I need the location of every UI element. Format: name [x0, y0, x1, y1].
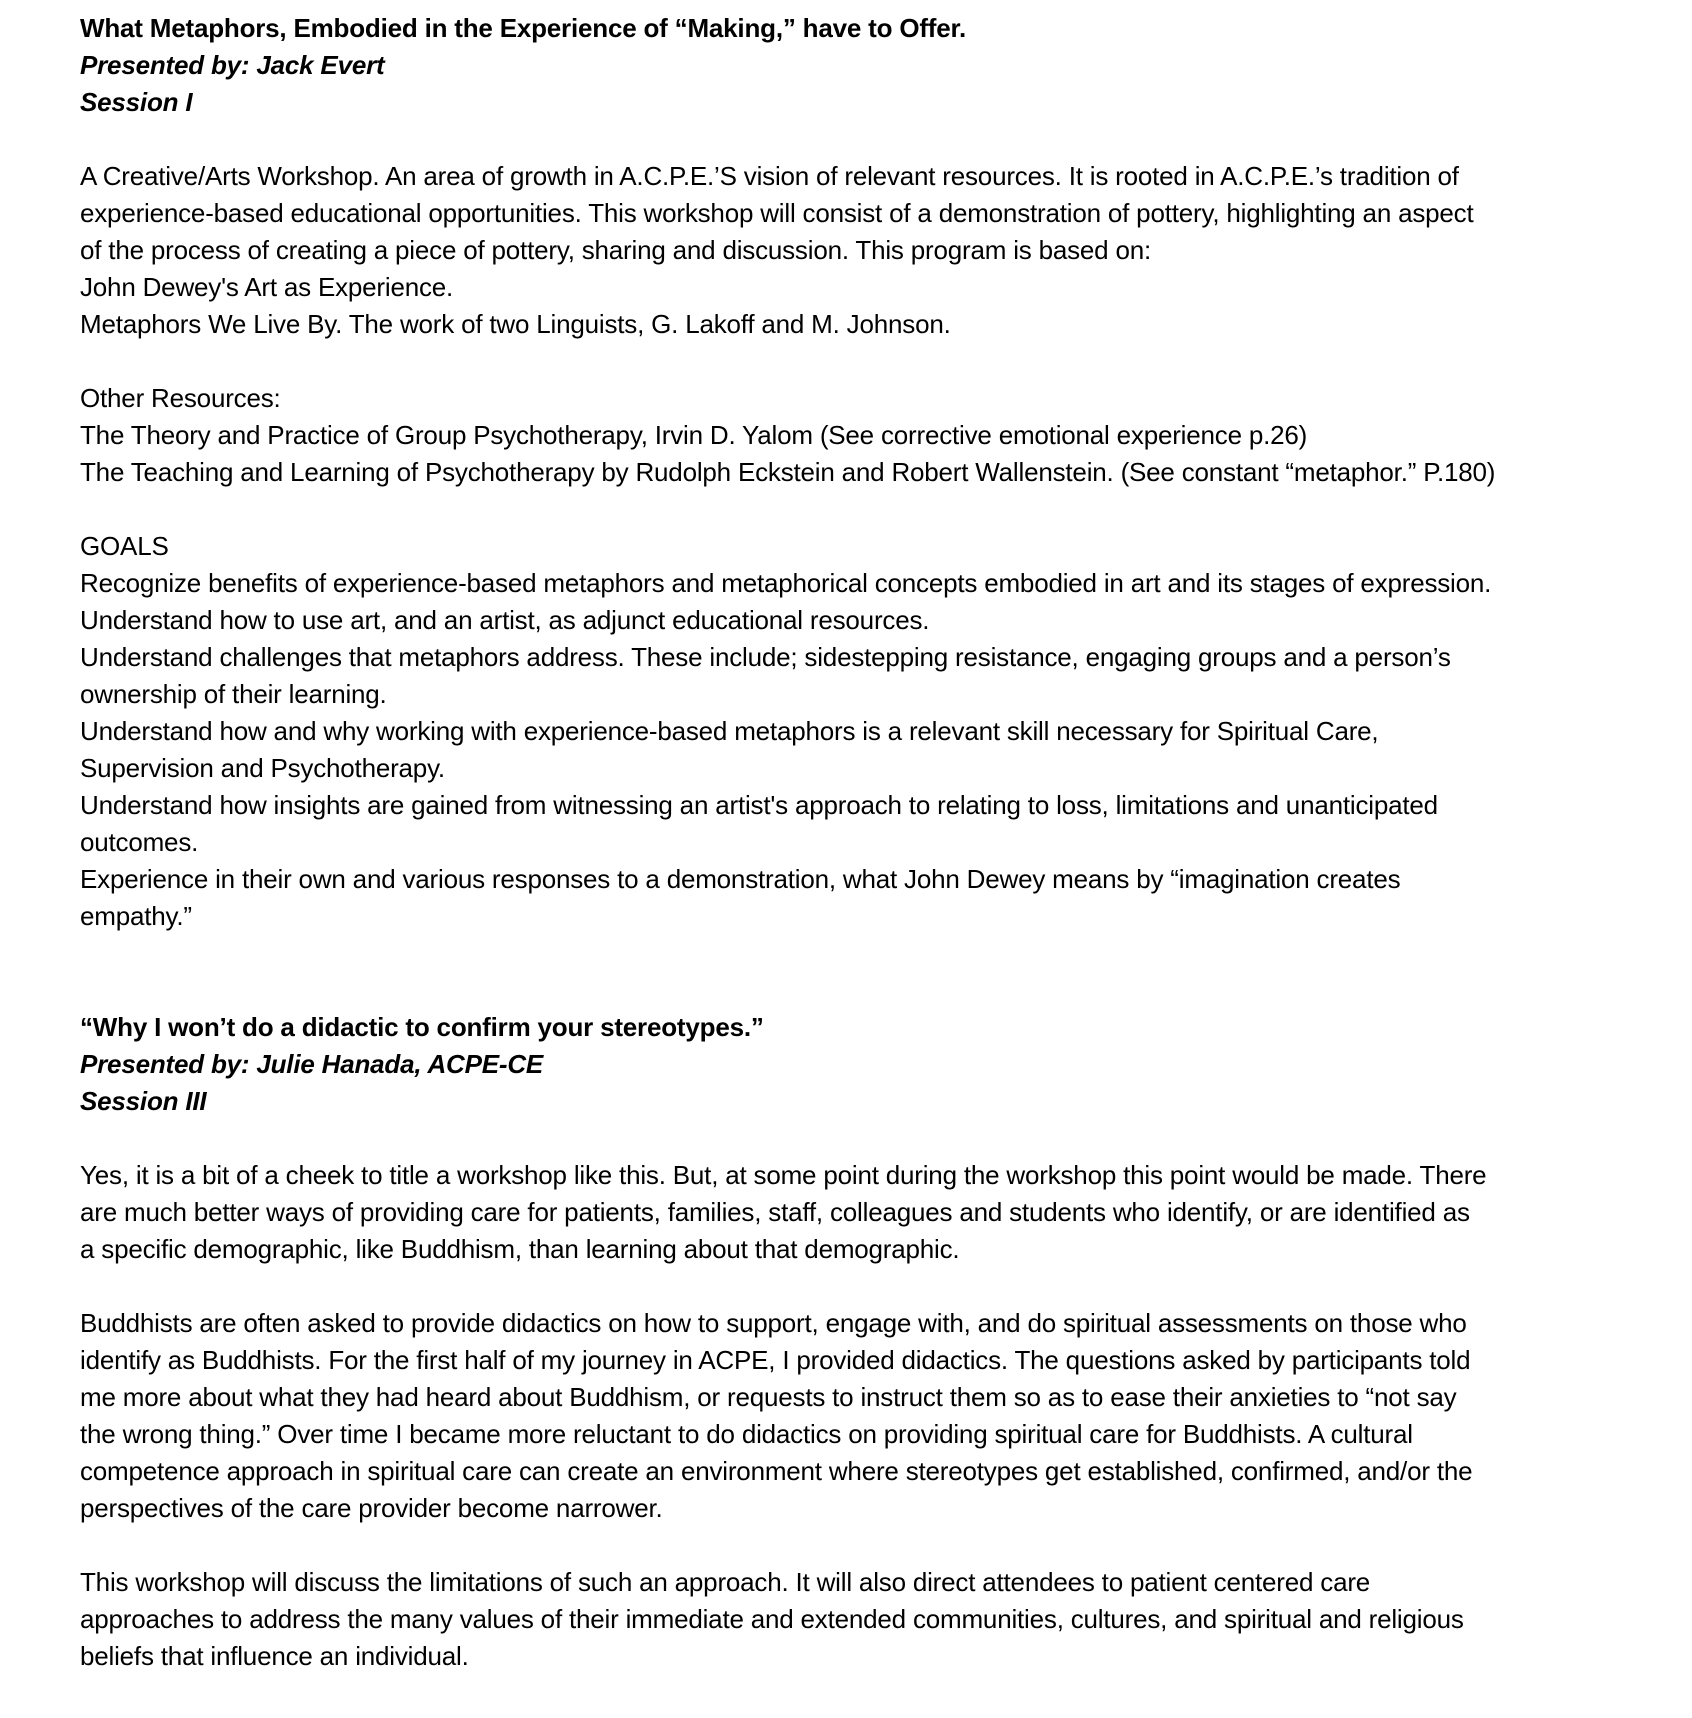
- paragraph-line: are much better ways of providing care for patients, families, staff, colleagues and students who identify, or are identified as: [80, 1197, 1470, 1227]
- resource-item: The Theory and Practice of Group Psychotherapy, Irvin D. Yalom (See corrective emotional experience p.26): [80, 420, 1308, 450]
- presenter-line: Presented by: Jack Evert: [80, 50, 385, 80]
- paragraph-line: perspectives of the care provider become narrower.: [80, 1493, 663, 1523]
- spacer: [80, 343, 1640, 380]
- workshop-title: What Metaphors, Embodied in the Experience of “Making,” have to Offer.: [80, 13, 967, 43]
- goal-line: Understand how insights are gained from witnessing an artist's approach to relating to loss, limitations and unanticipated: [80, 790, 1438, 820]
- paragraph-line: approaches to address the many values of their immediate and extended communities, cultures, and spiritual and religious: [80, 1604, 1464, 1634]
- document-page: [80, 10, 1640, 1675]
- goal-line: Supervision and Psychotherapy.: [80, 753, 445, 783]
- spacer: [80, 1527, 1640, 1564]
- description-line: A Creative/Arts Workshop. An area of growth in A.C.P.E.’S vision of relevant resources. It is rooted in A.C.P.E.’s tradition of: [80, 161, 1459, 191]
- workshop-title: “Why I won’t do a didactic to confirm your stereotypes.”: [80, 1012, 764, 1042]
- goal-line: Experience in their own and various responses to a demonstration, what John Dewey means by “imagination creates: [80, 864, 1401, 894]
- paragraph-line: a specific demographic, like Buddhism, than learning about that demographic.: [80, 1234, 960, 1264]
- paragraph: [80, 1157, 1640, 1268]
- session-label: Session III: [80, 1086, 207, 1116]
- paragraph-line: identify as Buddhists. For the first half of my journey in ACPE, I provided didactics. The questions asked by participants told: [80, 1345, 1471, 1375]
- description-line: experience-based educational opportunities. This workshop will consist of a demonstration of pottery, highlighting an aspect: [80, 198, 1474, 228]
- resources-heading: Other Resources:: [80, 383, 281, 413]
- goals-section: [80, 528, 1640, 935]
- paragraph: [80, 1305, 1640, 1527]
- goal-line: Understand how to use art, and an artist, as adjunct educational resources.: [80, 605, 930, 635]
- goal-line: Understand challenges that metaphors address. These include; sidestepping resistance, engaging groups and a person’s: [80, 642, 1451, 672]
- description-line: Metaphors We Live By. The work of two Linguists, G. Lakoff and M. Johnson.: [80, 309, 951, 339]
- spacer: [80, 935, 1640, 1009]
- description-line: John Dewey's Art as Experience.: [80, 272, 454, 302]
- goal-line: ownership of their learning.: [80, 679, 387, 709]
- resources-section: [80, 380, 1640, 491]
- paragraph-line: Yes, it is a bit of a cheek to title a workshop like this. But, at some point during the workshop this point would be made. There: [80, 1160, 1487, 1190]
- session-label: Session I: [80, 87, 193, 117]
- workshop-description: [80, 158, 1640, 343]
- paragraph-line: competence approach in spiritual care can create an environment where stereotypes get established, confirmed, and/or the: [80, 1456, 1473, 1486]
- paragraph-line: Buddhists are often asked to provide didactics on how to support, engage with, and do spiritual assessments on those who: [80, 1308, 1467, 1338]
- spacer: [80, 1268, 1640, 1305]
- spacer: [80, 1120, 1640, 1157]
- paragraph-line: This workshop will discuss the limitations of such an approach. It will also direct attendees to patient centered care: [80, 1567, 1371, 1597]
- paragraph-line: beliefs that influence an individual.: [80, 1641, 469, 1671]
- goals-heading: GOALS: [80, 531, 169, 561]
- goal-line: Recognize benefits of experience-based metaphors and metaphorical concepts embodied in art and its stages of expression.: [80, 568, 1492, 598]
- spacer: [80, 491, 1640, 528]
- paragraph: [80, 1564, 1640, 1675]
- goal-line: empathy.”: [80, 901, 192, 931]
- workshop-2: [80, 1009, 1640, 1675]
- paragraph-line: the wrong thing.” Over time I became more reluctant to do didactics on providing spiritual care for Buddhists. A cultural: [80, 1419, 1413, 1449]
- spacer: [80, 121, 1640, 158]
- resource-item: The Teaching and Learning of Psychotherapy by Rudolph Eckstein and Robert Wallenstein. (See constant “metaphor.” P.180): [80, 457, 1496, 487]
- workshop-1: [80, 10, 1640, 935]
- description-line: of the process of creating a piece of pottery, sharing and discussion. This program is based on:: [80, 235, 1151, 265]
- paragraph-line: me more about what they had heard about Buddhism, or requests to instruct them so as to ease their anxieties to “not say: [80, 1382, 1457, 1412]
- goal-line: Understand how and why working with experience-based metaphors is a relevant skill necessary for Spiritual Care,: [80, 716, 1379, 746]
- goal-line: outcomes.: [80, 827, 199, 857]
- presenter-line: Presented by: Julie Hanada, ACPE-CE: [80, 1049, 544, 1079]
